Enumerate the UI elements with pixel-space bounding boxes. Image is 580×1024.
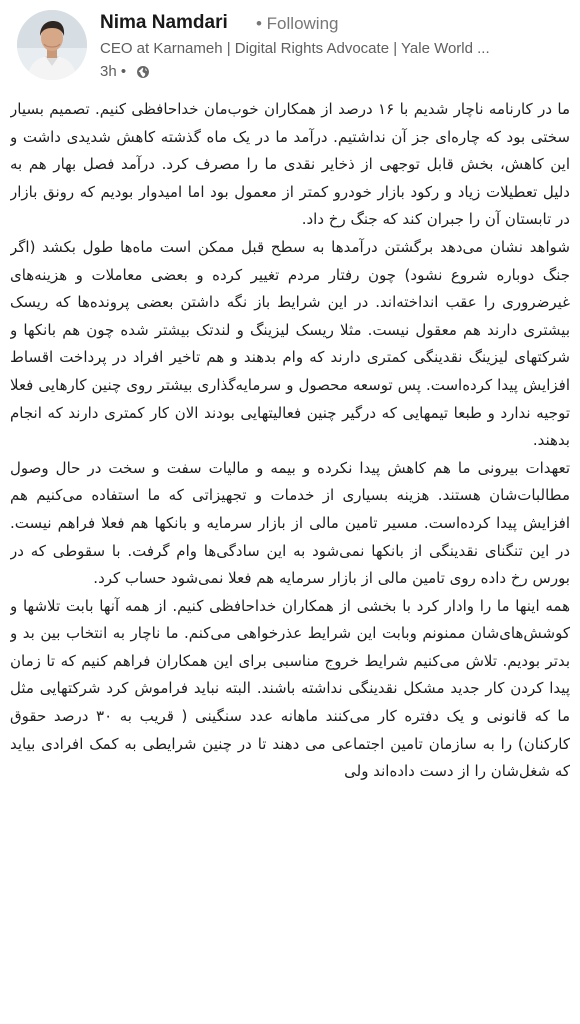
post-paragraph: همه اینها ما را وادار کرد با بخشی از همکاران خداحافظی کنیم. از همه آنها بابت تلاشها و کوشش‌های‌شان ممنونم وبابت این شرایط عذرخواهی می‌کنم. ما ناچار به انتخاب بین بد و بدتر بودیم. تلاش می‌کنیم شرایط خروج مناسبی برای این همکاران فراهم کنیم که تا زمان پیدا کردن کار جدید مشکل نقدینگی نداشته باشند. البته نباید فراموش کرد شرکتهایی مثل ما که قانونی و یک دفتره کار می‌کنند ماهانه عدد سنگینی ( قریب به ۳۰ درصد حقوق کارکنان) را به سازمان تامین اجتماعی می دهند تا در چنین شرایطی به کمک افرادی بیاید که شغل‌شان را از دست داده‌اند ولی [10,596,570,781]
post-timestamp: 3h • [100,63,127,80]
author-avatar[interactable] [17,10,87,80]
author-name[interactable]: Nima Namdari [100,12,228,33]
follow-status[interactable]: • Following [256,14,339,33]
post-paragraph: تعهدات بیرونی ما هم کاهش پیدا نکرده و بیمه و مالیات سفت و سخت در حال وصول مطالبات‌شان هستند. هزینه بسیاری از خدمات و تجهیزاتی که ما استفاده می‌کنیم هم افزایش پیدا کرده‌است. مسیر تامین مالی از بازار سرمایه و بانکها هم فعلا فراهم نیست. در این تنگنای نقدینگی از بانکها نمی‌شود به این سادگی‌ها وام گرفت. با سقوطی که در بورس رخ داده روی تامین مالی از بازار سرمایه هم فعلا نمی‌شود حساب کرد. [10,458,570,588]
post-body [10,96,570,1024]
globe-icon [136,65,150,79]
post-paragraph: شواهد نشان می‌دهد برگشتن درآمدها به سطح قبل ممکن است ماه‌ها طول بکشد (اگر جنگ دوباره شروع نشود) چون رفتار مردم تغییر کرده و بعضی معاملات و هزینه‌های غیرضروری را عقب انداخته‌اند. در این شرایط باز نگه داشتن بعضی پرونده‌ها که ریسک بیشتری دارند هم معقول نیست. مثلا ریسک لیزینگ و لندتک بیشتر شده چون هم بانکها و شرکتهای لیزینگ نقدینگی کمتری دارند که وام بدهند و هم تاخیر افراد در پرداخت اقساط افزایش پیدا کرده‌است. پس توسعه محصول و سرمایه‌گذاری بیشتر روی چنین کارهایی فعلا توجیه ندارد و طبعا تیمهایی که درگیر چنین فعالیتهایی بودند الان کار کمتری دارند که انجام بدهند. [10,237,570,450]
author-headline: CEO at Karnameh | Digital Rights Advocate | Yale World ... [100,40,490,57]
avatar-photo [17,10,87,80]
post-header [0,0,580,88]
post-paragraph: ما در کارنامه ناچار شدیم با ۱۶ درصد از همکاران خوب‌مان خداحافظی کنیم. تصمیم بسیار سختی بود که چاره‌ای جز آن نداشتیم. درآمد ما در یک ماه گذشته کاهش شدیدی داشت و این کاهش، بخش قابل توجهی از ذخایر نقدی ما را مصرف کرد. درآمد فصل بهار هم به دلیل تعطیلات زیاد و رکود بازار خودرو کمتر از معمول بود اما امیدوار بودیم که رونق بازار در تابستان آن را جبران کند که جنگ رخ داد. [10,100,570,229]
